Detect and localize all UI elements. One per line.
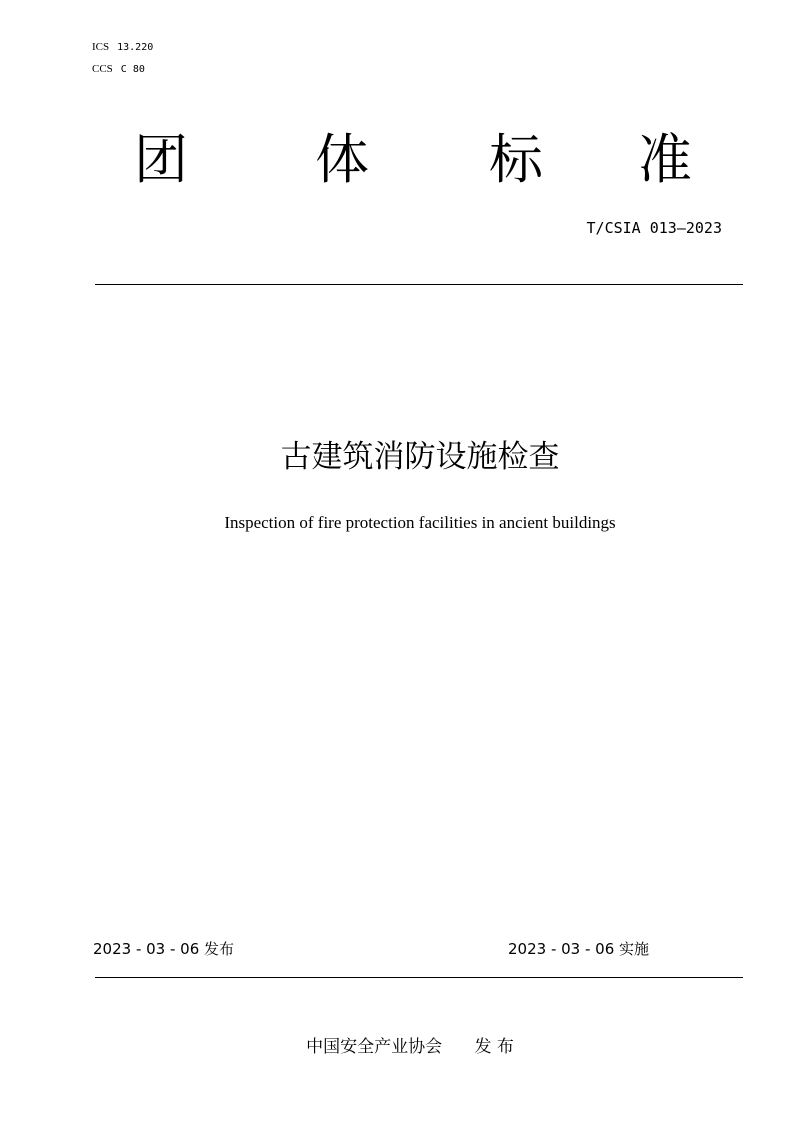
ics-label: ICS: [92, 41, 110, 53]
ics-code: 13.220: [117, 42, 154, 53]
ccs-label: CCS: [92, 63, 113, 75]
bottom-divider: [95, 977, 743, 978]
ccs-code: C 80: [120, 64, 145, 75]
standard-type-char-1: 团: [134, 128, 188, 191]
ccs-classification: [92, 62, 145, 77]
publish-action: 发 布: [474, 1037, 514, 1057]
publisher-name: 中国安全产业协会: [306, 1037, 443, 1057]
publisher-line: [0, 1035, 800, 1059]
document-title-english: Inspection of fire protection facilities in ancient buildings: [224, 513, 616, 532]
standard-type-char-4: 准: [638, 128, 692, 191]
top-divider: [95, 284, 743, 285]
document-title-chinese: 古建筑消防设施检查: [280, 439, 560, 475]
publish-date: 2023 - 03 - 06 发布: [93, 940, 235, 958]
ics-classification: [92, 40, 153, 55]
implementation-date: 2023 - 03 - 06 实施: [508, 940, 650, 958]
standard-number: T/CSIA 013—2023: [586, 219, 722, 237]
standard-type-char-3: 标: [489, 128, 543, 191]
standard-type-char-2: 体: [315, 128, 369, 191]
